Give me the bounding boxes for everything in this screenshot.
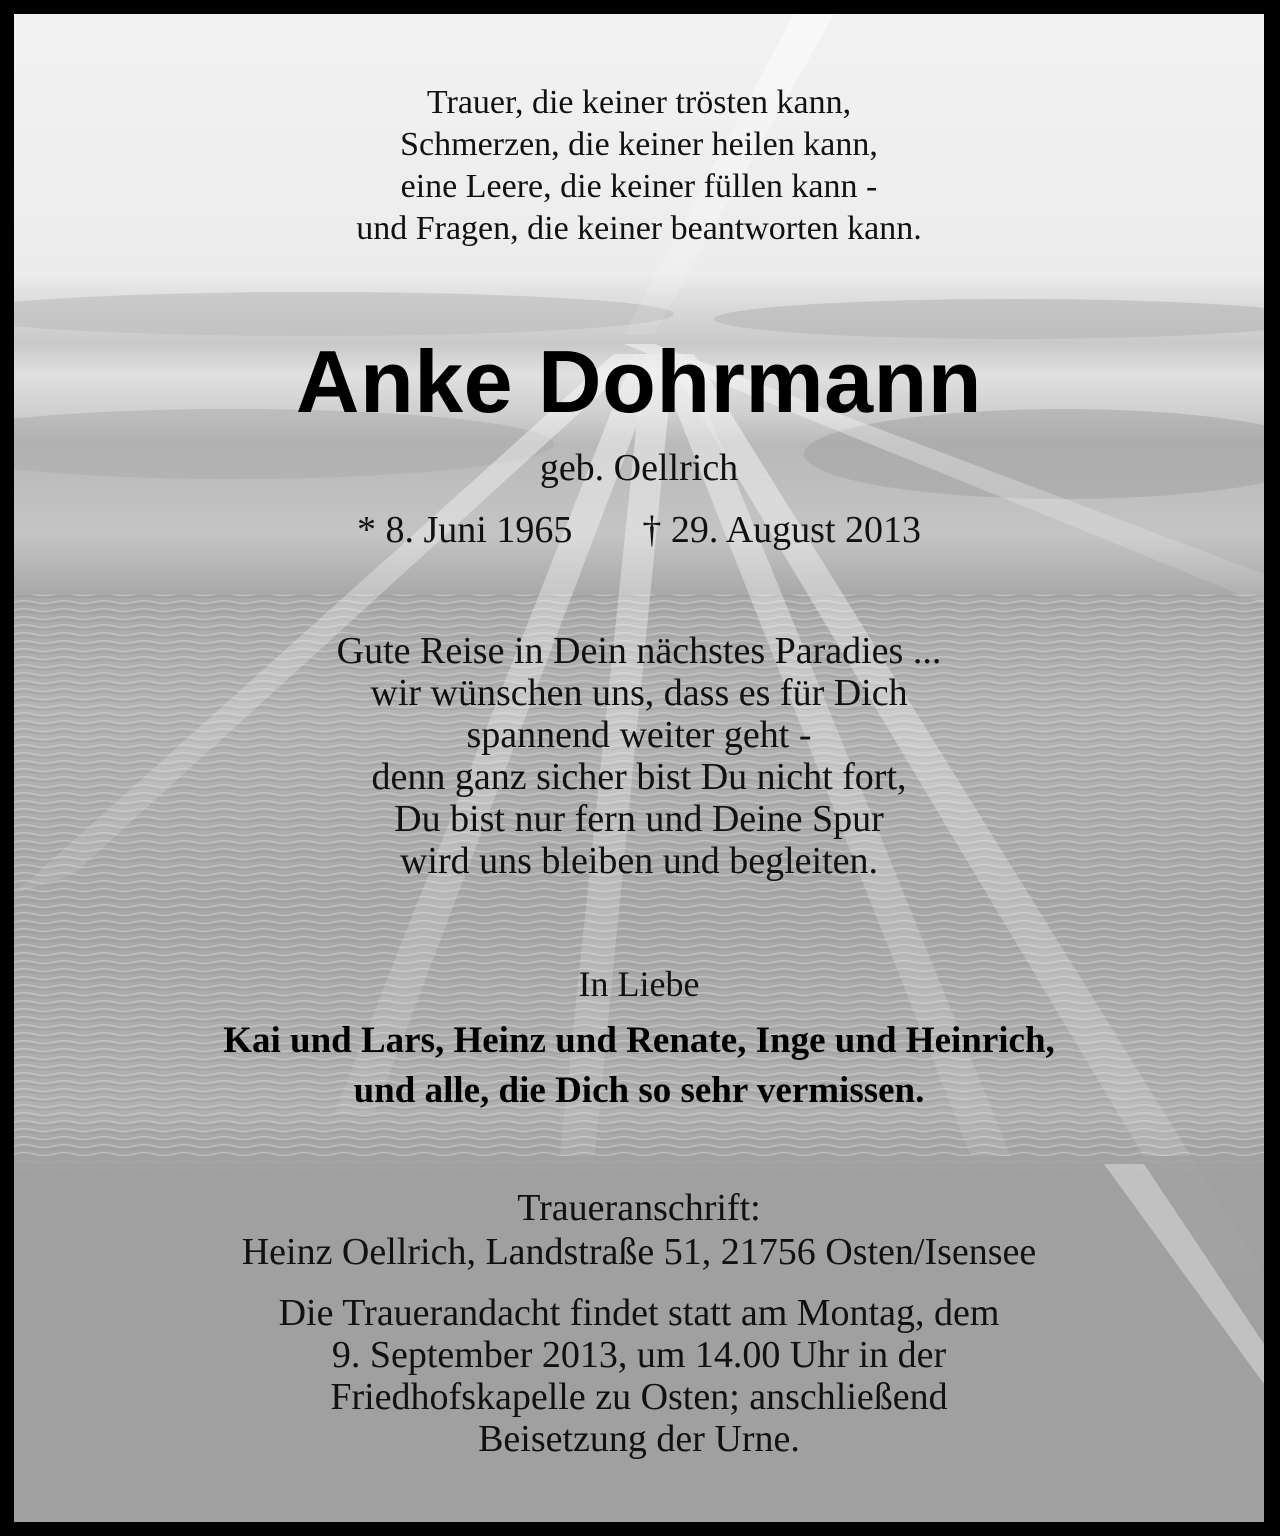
maiden-name: geb. Oellrich xyxy=(539,447,739,489)
opening-poem xyxy=(14,82,1264,250)
death-date: † 29. August 2013 xyxy=(642,509,922,551)
farewell-poem xyxy=(14,630,1264,882)
mourners xyxy=(14,1016,1264,1116)
farewell-poem-line: wird uns bleiben und begleiten. xyxy=(399,840,879,882)
mourners-line: und alle, die Dich so sehr vermissen. xyxy=(353,1070,925,1111)
mourners-line: Kai und Lars, Heinz und Renate, Inge und Heinrich, xyxy=(223,1020,1055,1061)
farewell-poem-line: wir wünschen uns, dass es für Dich xyxy=(370,672,908,714)
in-love-heading: In Liebe xyxy=(578,964,700,1004)
opening-poem-line: Trauer, die keiner trösten kann, xyxy=(426,84,852,121)
life-dates xyxy=(14,508,1264,552)
service-notice-line: 9. September 2013, um 14.00 Uhr in der xyxy=(331,1334,947,1376)
farewell-poem-line: Du bist nur fern und Deine Spur xyxy=(394,798,884,840)
service-notice-line: Beisetzung der Urne. xyxy=(478,1418,800,1460)
opening-poem-line: eine Leere, die keiner füllen kann - xyxy=(400,168,878,205)
deceased-name: Anke Dohrmann xyxy=(295,332,983,431)
service-notice-line: Friedhofskapelle zu Osten; anschließend xyxy=(330,1376,948,1418)
opening-poem-line: und Fragen, die keiner beantworten kann. xyxy=(356,210,922,247)
mourning-address: Heinz Oellrich, Landstraße 51, 21756 Osten/Isensee xyxy=(241,1231,1037,1273)
obituary-card xyxy=(14,14,1264,1522)
birth-date: * 8. Juni 1965 xyxy=(356,509,573,551)
opening-poem-line: Schmerzen, die keiner heilen kann, xyxy=(400,126,878,163)
farewell-poem-line: denn ganz sicher bist Du nicht fort, xyxy=(371,756,907,798)
farewell-poem-line: spannend weiter geht - xyxy=(466,714,812,756)
mourning-address-label: Traueranschrift: xyxy=(517,1187,761,1229)
farewell-poem-line: Gute Reise in Dein nächstes Paradies ... xyxy=(336,630,942,672)
service-notice xyxy=(14,1292,1264,1460)
service-notice-line: Die Trauerandacht findet statt am Montag, dem xyxy=(278,1292,1000,1334)
